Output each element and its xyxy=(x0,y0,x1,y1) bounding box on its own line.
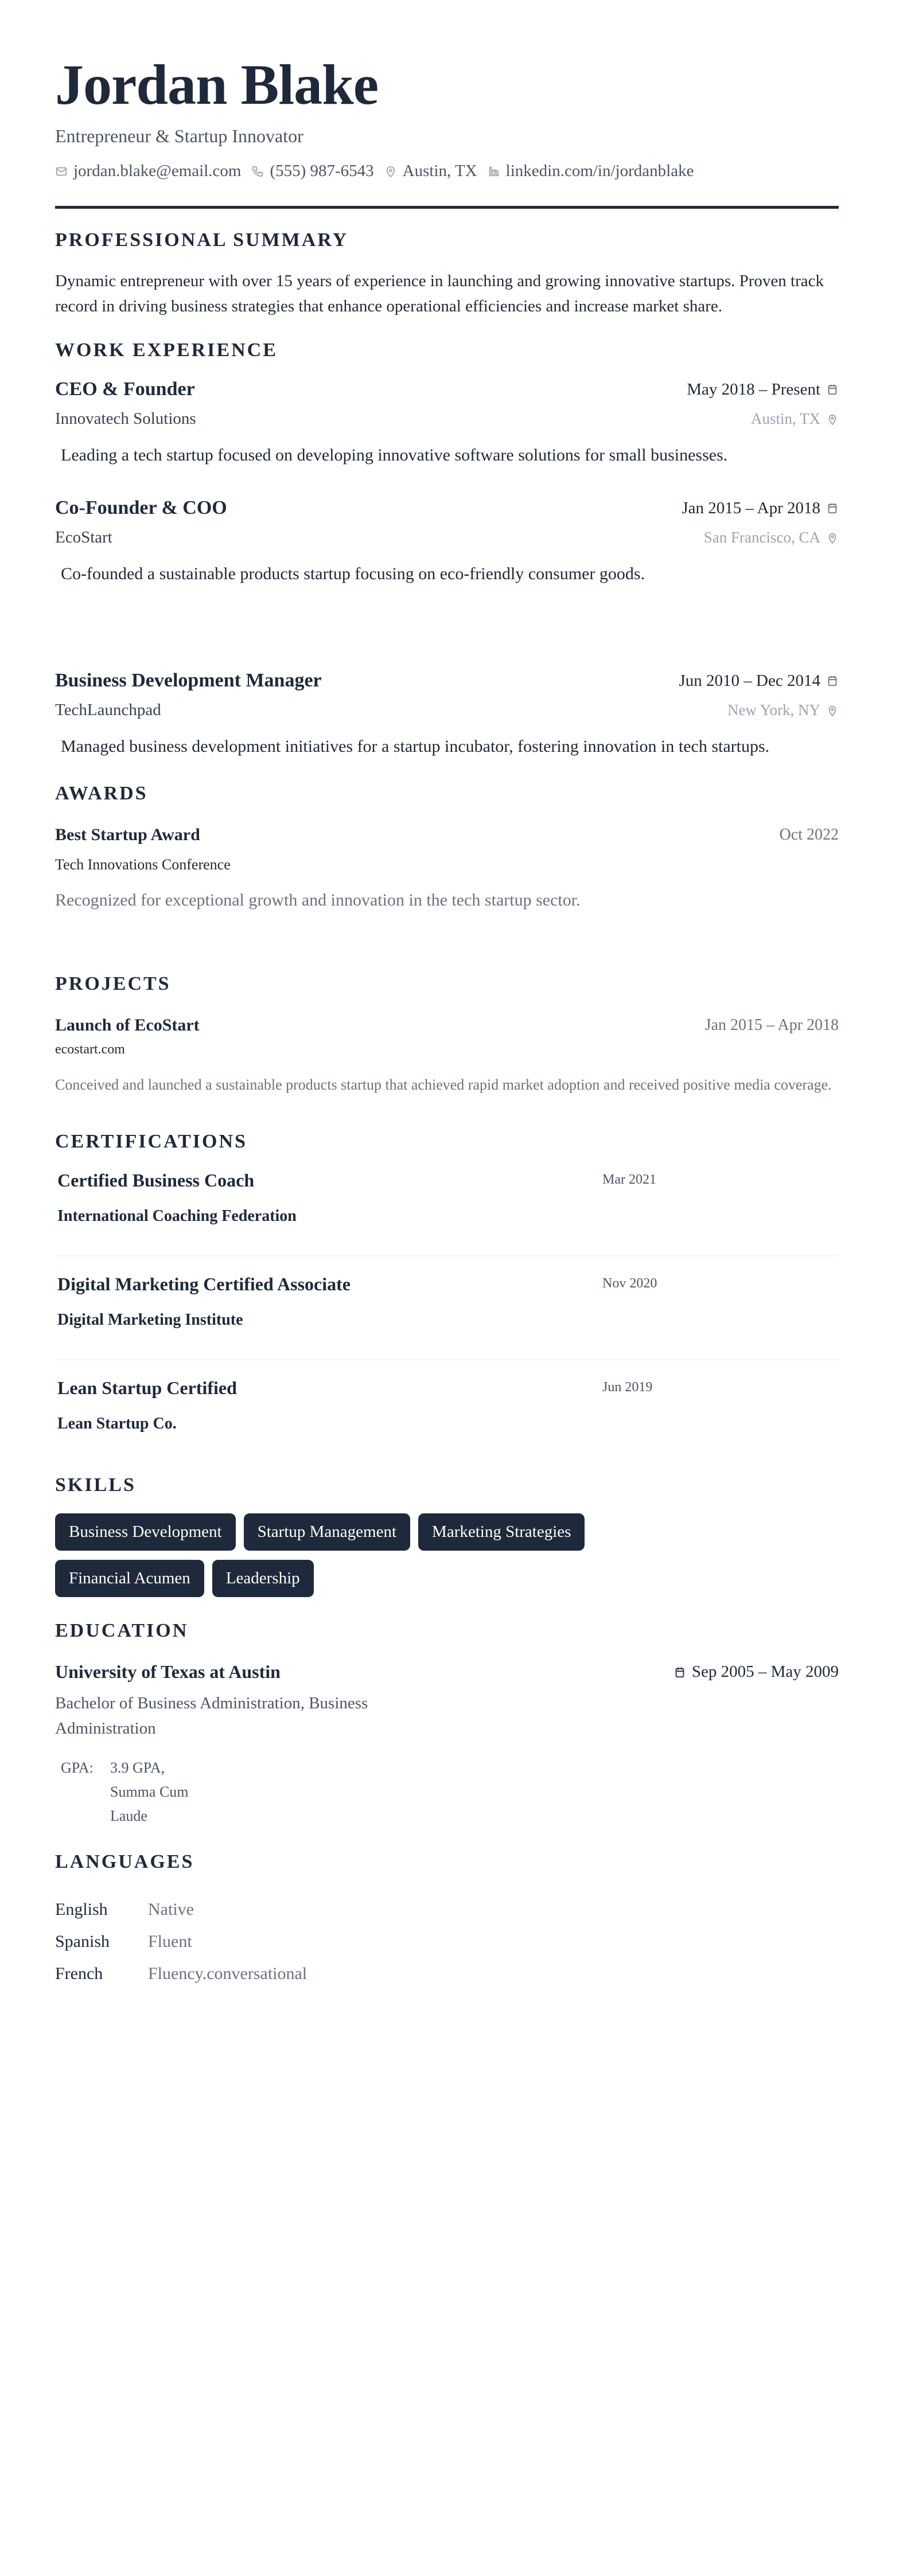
mail-icon xyxy=(55,165,68,178)
certifications-section xyxy=(55,1131,839,1463)
job-title: CEO & Founder xyxy=(55,378,195,400)
summary-section xyxy=(55,229,839,319)
education-school: University of Texas at Austin xyxy=(55,1661,281,1682)
job-title: Business Development Manager xyxy=(55,670,322,691)
calendar-icon xyxy=(826,383,839,396)
certification-entry xyxy=(55,1153,839,1256)
job-company: EcoStart xyxy=(55,528,112,547)
candidate-name: Jordan Blake xyxy=(55,53,379,116)
certification-name: Digital Marketing Certified Associate xyxy=(57,1274,351,1294)
location-text: Austin, TX xyxy=(402,162,477,180)
education-dates-text: Sep 2005 – May 2009 xyxy=(691,1662,839,1681)
project-entry xyxy=(55,1016,839,1096)
skill-tag: Business Development xyxy=(55,1513,236,1551)
phone-text: (555) 987-6543 xyxy=(270,162,374,180)
contact-phone[interactable] xyxy=(251,162,373,181)
job-dates-text: Jan 2015 – Apr 2018 xyxy=(682,498,820,517)
map-pin-icon xyxy=(826,532,839,544)
linkedin-text: linkedin.com/in/jordanblake xyxy=(505,162,694,180)
map-pin-icon xyxy=(826,413,839,426)
job-location-text: Austin, TX xyxy=(750,410,820,427)
section-heading: SKILLS xyxy=(55,1474,136,1496)
linkedin-icon xyxy=(488,165,500,178)
summary-text: Dynamic entrepreneur with over 15 years of experience in launching and growing innovative startups. Proven track record in driving business strategies that enhance operational efficiencies and increase market share. xyxy=(55,272,824,315)
language-entry xyxy=(55,1926,839,1958)
education-degree: Bachelor of Business Administration, Business Administration xyxy=(55,1694,368,1738)
language-name: Spanish xyxy=(55,1932,110,1951)
award-title: Best Startup Award xyxy=(55,825,200,844)
job-title: Co-Founder & COO xyxy=(55,497,227,518)
language-level: Fluent xyxy=(148,1932,192,1951)
job-company: Innovatech Solutions xyxy=(55,409,196,428)
award-issuer: Tech Innovations Conference xyxy=(55,856,231,873)
job-entry xyxy=(55,378,839,469)
job-dates-text: Jun 2010 – Dec 2014 xyxy=(679,671,820,690)
award-description: Recognized for exceptional growth and innovation in the tech startup sector. xyxy=(55,891,581,910)
job-description: Leading a tech startup focused on developing innovative software solutions for small businesses. xyxy=(61,446,728,465)
education-entry xyxy=(55,1661,839,1828)
certification-issuer: Lean Startup Co. xyxy=(57,1415,177,1433)
calendar-icon xyxy=(673,1666,686,1679)
job-dates xyxy=(687,380,839,399)
skills-section xyxy=(55,1474,839,1597)
education-dates xyxy=(673,1662,839,1681)
project-dates: Jan 2015 – Apr 2018 xyxy=(704,1016,839,1034)
contact-linkedin[interactable] xyxy=(488,162,694,181)
education-gpa xyxy=(55,1756,839,1828)
candidate-title: Entrepreneur & Startup Innovator xyxy=(55,126,303,146)
certification-issuer: Digital Marketing Institute xyxy=(57,1311,243,1329)
project-link[interactable]: ecostart.com xyxy=(55,1042,125,1057)
calendar-icon xyxy=(826,502,839,514)
email-text: jordan.blake@email.com xyxy=(73,162,242,180)
languages-section xyxy=(55,1851,839,1990)
job-company: TechLaunchpad xyxy=(55,701,161,719)
certification-entry xyxy=(55,1360,839,1463)
certification-date: Jun 2019 xyxy=(602,1380,653,1395)
job-entry xyxy=(55,670,839,760)
certification-name: Lean Startup Certified xyxy=(57,1377,237,1398)
award-date: Oct 2022 xyxy=(779,826,839,844)
job-description: Co-founded a sustainable products startup focusing on eco-friendly consumer goods. xyxy=(61,564,645,583)
job-dates-text: May 2018 – Present xyxy=(687,380,820,399)
gpa-value: 3.9 GPA, Summa Cum Laude xyxy=(110,1759,189,1824)
language-entry xyxy=(55,1958,839,1990)
languages-list xyxy=(55,1894,839,1990)
map-pin-icon xyxy=(826,704,839,717)
project-title: Launch of EcoStart xyxy=(55,1016,200,1035)
skill-tag: Financial Acumen xyxy=(55,1560,204,1597)
phone-icon xyxy=(251,165,264,178)
contact-info xyxy=(55,162,839,181)
job-description: Managed business development initiatives for a startup incubator, fostering innovation in tech startups. xyxy=(61,737,770,756)
certification-date: Nov 2020 xyxy=(602,1276,657,1291)
job-location xyxy=(704,529,839,547)
section-heading: WORK EXPERIENCE xyxy=(55,339,278,361)
job-location-text: San Francisco, CA xyxy=(703,529,820,546)
job-location-text: New York, NY xyxy=(727,701,820,719)
gpa-label: GPA: xyxy=(61,1759,94,1776)
map-pin-icon xyxy=(384,165,397,178)
skill-tag: Startup Management xyxy=(244,1513,410,1551)
section-heading: CERTIFICATIONS xyxy=(55,1131,247,1152)
projects-section xyxy=(55,973,839,1096)
language-name: English xyxy=(55,1900,108,1919)
resume-header xyxy=(55,52,839,209)
section-heading: EDUCATION xyxy=(55,1620,189,1641)
section-heading: PROFESSIONAL SUMMARY xyxy=(55,229,349,251)
project-description: Conceived and launched a sustainable products startup that achieved rapid market adoption and received positive media coverage. xyxy=(55,1076,832,1093)
award-entry xyxy=(55,825,839,910)
job-dates xyxy=(679,672,839,690)
job-entry xyxy=(55,497,839,641)
skills-list xyxy=(55,1513,686,1597)
skill-tag: Leadership xyxy=(212,1560,314,1597)
section-heading: PROJECTS xyxy=(55,973,171,994)
experience-section xyxy=(55,339,839,760)
certification-entry xyxy=(55,1256,839,1360)
certification-issuer: International Coaching Federation xyxy=(57,1207,297,1225)
job-dates xyxy=(682,499,839,518)
job-location xyxy=(751,410,839,428)
language-entry xyxy=(55,1894,839,1926)
language-name: French xyxy=(55,1964,103,1983)
certification-date: Mar 2021 xyxy=(602,1172,656,1187)
language-level: Native xyxy=(148,1900,194,1919)
calendar-icon xyxy=(826,674,839,687)
section-heading: AWARDS xyxy=(55,783,148,804)
contact-location xyxy=(384,162,477,181)
education-section xyxy=(55,1620,839,1828)
contact-email[interactable] xyxy=(55,162,241,181)
language-level: Fluency.conversational xyxy=(148,1964,307,1983)
skill-tag: Marketing Strategies xyxy=(418,1513,585,1551)
header-divider xyxy=(55,206,839,209)
certification-name: Certified Business Coach xyxy=(57,1170,255,1191)
awards-section xyxy=(55,783,839,910)
section-heading: LANGUAGES xyxy=(55,1851,194,1872)
job-location xyxy=(727,701,839,719)
